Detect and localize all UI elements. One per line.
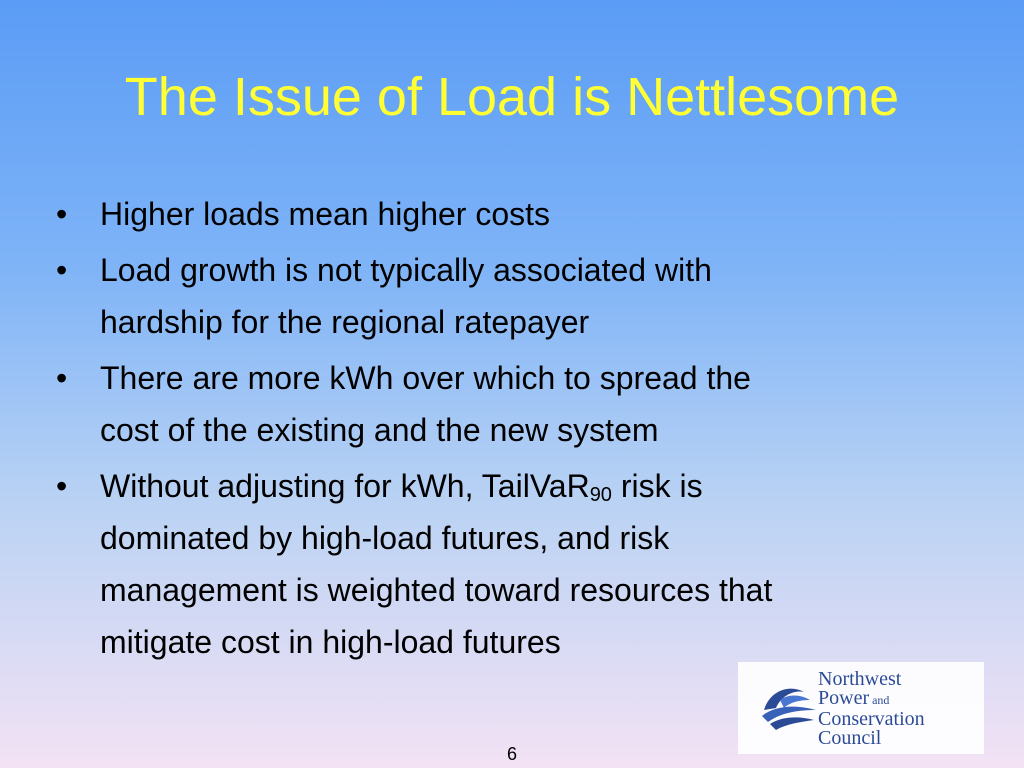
bullet-icon: •: [56, 252, 68, 288]
logo-line-power: Power and: [818, 687, 890, 709]
bullet-text: Without adjusting for kWh, TailVaR: [100, 468, 590, 504]
bullet-text: There are more kWh over which to spread the: [100, 360, 751, 396]
bullet-icon: •: [56, 196, 68, 232]
subscript-90: 90: [589, 484, 612, 506]
bullet-text: mitigate cost in high-load futures: [100, 624, 561, 660]
bullet-text: dominated by high-load futures, and risk: [100, 520, 670, 556]
page-number: 6: [506, 744, 517, 764]
logo-line-northwest: Northwest: [818, 668, 902, 690]
wave-swirl-icon: [760, 680, 818, 732]
bullet-item: [52, 460, 952, 668]
bullet-item: [52, 352, 952, 456]
bullet-list: [52, 188, 952, 672]
bullet-item: [52, 188, 952, 240]
logo-line-conservation: Conservation: [818, 708, 925, 730]
bullet-text: Higher loads mean higher costs: [100, 196, 551, 232]
bullet-text: risk is: [611, 468, 703, 504]
bullet-icon: •: [56, 360, 68, 396]
logo-text: [818, 670, 925, 748]
slide-title: The Issue of Load is Nettlesome: [124, 67, 900, 127]
council-logo: [738, 662, 984, 754]
logo-line-council: Council: [818, 727, 882, 749]
bullet-text: cost of the existing and the new system: [100, 412, 659, 448]
bullet-text: management is weighted toward resources that: [100, 572, 773, 608]
bullet-text: hardship for the regional ratepayer: [100, 304, 590, 340]
bullet-item: [52, 244, 952, 348]
bullet-text: Load growth is not typically associated with: [100, 252, 712, 288]
bullet-icon: •: [56, 468, 68, 504]
